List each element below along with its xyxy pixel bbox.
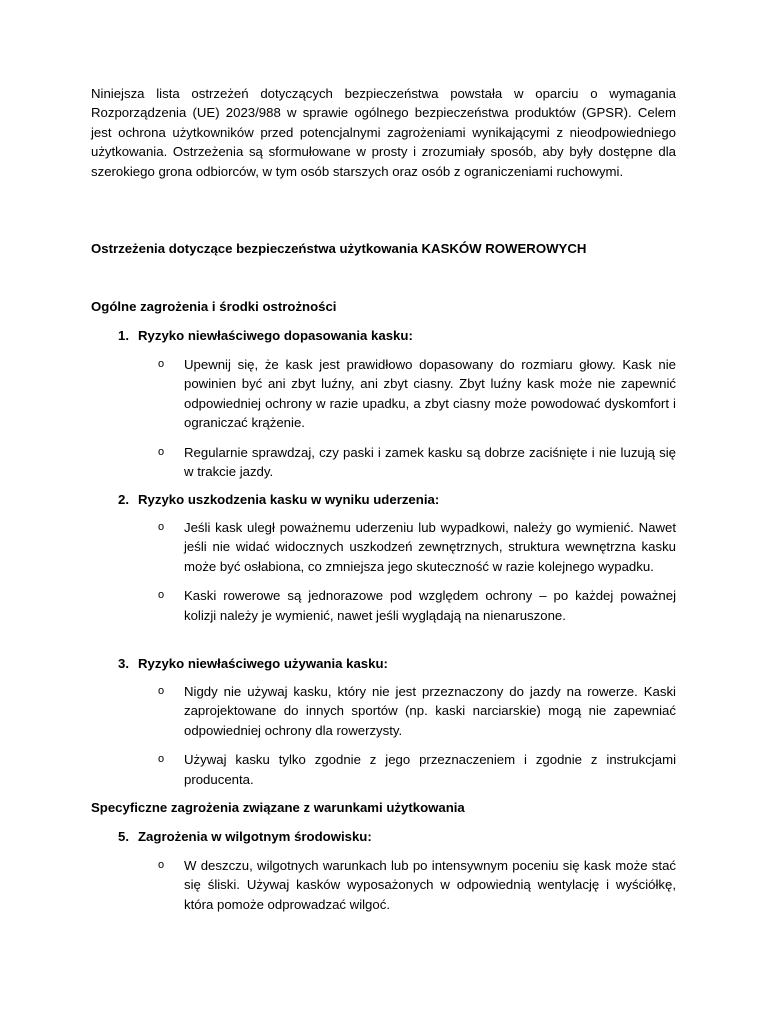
list-item: [91, 355, 676, 433]
bullet-marker: o: [158, 589, 165, 602]
bullet-marker: o: [158, 521, 165, 533]
list-item: [91, 682, 676, 740]
bullet-marker: o: [158, 685, 165, 697]
section-number: 2.: [118, 492, 129, 507]
main-title: Ostrzeżenia dotyczące bezpieczeństwa użytkowania KASKÓW ROWEROWYCH: [91, 241, 587, 256]
bullet-marker: o: [158, 859, 165, 871]
section-number: 3.: [118, 656, 129, 671]
bullet-text: Kaski rowerowe są jednorazowe pod względem ochrony – po każdej poważnej kolizji należy je wymienić, nawet jeśli wyglądają na nienaruszone.: [184, 588, 676, 623]
specific-heading: Specyficzne zagrożenia związane z warunkami użytkowania: [91, 800, 465, 815]
bullet-text: Jeśli kask uległ poważnemu uderzeniu lub wypadkowi, należy go wymienić. Nawet jeśli nie widać widocznych uszkodzeń zewnętrznych, struktura wewnętrzna kasku może być osłabiona, co zmniejsza jego skuteczność w razie kolejnego wypadku.: [184, 520, 676, 574]
bullet-list: [91, 518, 676, 635]
bullet-marker: o: [158, 445, 165, 458]
list-item: [91, 750, 676, 789]
general-heading: Ogólne zagrożenia i środki ostrożności: [91, 299, 337, 314]
bullet-text: Nigdy nie używaj kasku, który nie jest przeznaczony do jazdy na rowerze. Kaski zaprojektowane do innych sportów (np. kaski narciarskie) mogą nie zapewniać odpowiedniej ochrony dla rowerzysty.: [184, 684, 676, 738]
list-item: [91, 856, 676, 914]
intro-paragraph: Niniejsza lista ostrzeżeń dotyczących bezpieczeństwa powstała w oparciu o wymagania Rozporządzenia (UE) 2023/988 w sprawie ogólnego bezpieczeństwa produktów (GPSR). Celem jest ochrona użytkowników przed potencjalnymi zagrożeniami wynikającymi z nieodpowiedniego użytkowania. Ostrzeżenia są sformułowane w prosty i zrozumiały sposób, aby były dostępne dla szerokiego grona odbiorców, w tym osób starszych oraz osób z ograniczeniami ruchowymi.: [91, 86, 676, 179]
list-item: [91, 518, 676, 576]
section-title: Ryzyko niewłaściwego dopasowania kasku:: [138, 328, 413, 343]
list-item: [91, 586, 676, 625]
bullet-list: [91, 856, 676, 924]
section-number: 1.: [118, 328, 129, 343]
bullet-list: [91, 355, 676, 491]
bullet-list: [91, 682, 676, 799]
bullet-text: Używaj kasku tylko zgodnie z jego przeznaczeniem i zgodnie z instrukcjami producenta.: [184, 752, 676, 787]
section-number: 5.: [118, 829, 129, 844]
bullet-text: Upewnij się, że kask jest prawidłowo dopasowany do rozmiaru głowy. Kask nie powinien być ani zbyt luźny, ani zbyt ciasny. Zbyt luźny kask może nie zapewnić odpowiedniej ochrony w razie upadku, a zbyt ciasny może powodować dyskomfort i ograniczać krążenie.: [184, 357, 676, 431]
bullet-marker: o: [158, 753, 165, 766]
section-title: Ryzyko uszkodzenia kasku w wyniku uderzenia:: [138, 492, 440, 507]
section-title: Zagrożenia w wilgotnym środowisku:: [138, 829, 372, 844]
bullet-text: W deszczu, wilgotnych warunkach lub po intensywnym poceniu się kask może stać się śliski. Używaj kasków wyposażonych w odpowiednią wentylację i wyściółkę, która pomoże odprowadzać wilgoć.: [184, 858, 676, 912]
bullet-text: Regularnie sprawdzaj, czy paski i zamek kasku są dobrze zaciśnięte i nie luzują się w trakcie jazdy.: [184, 444, 676, 480]
list-item: [91, 443, 676, 482]
section-title: Ryzyko niewłaściwego używania kasku:: [138, 656, 388, 671]
bullet-marker: o: [158, 358, 165, 370]
